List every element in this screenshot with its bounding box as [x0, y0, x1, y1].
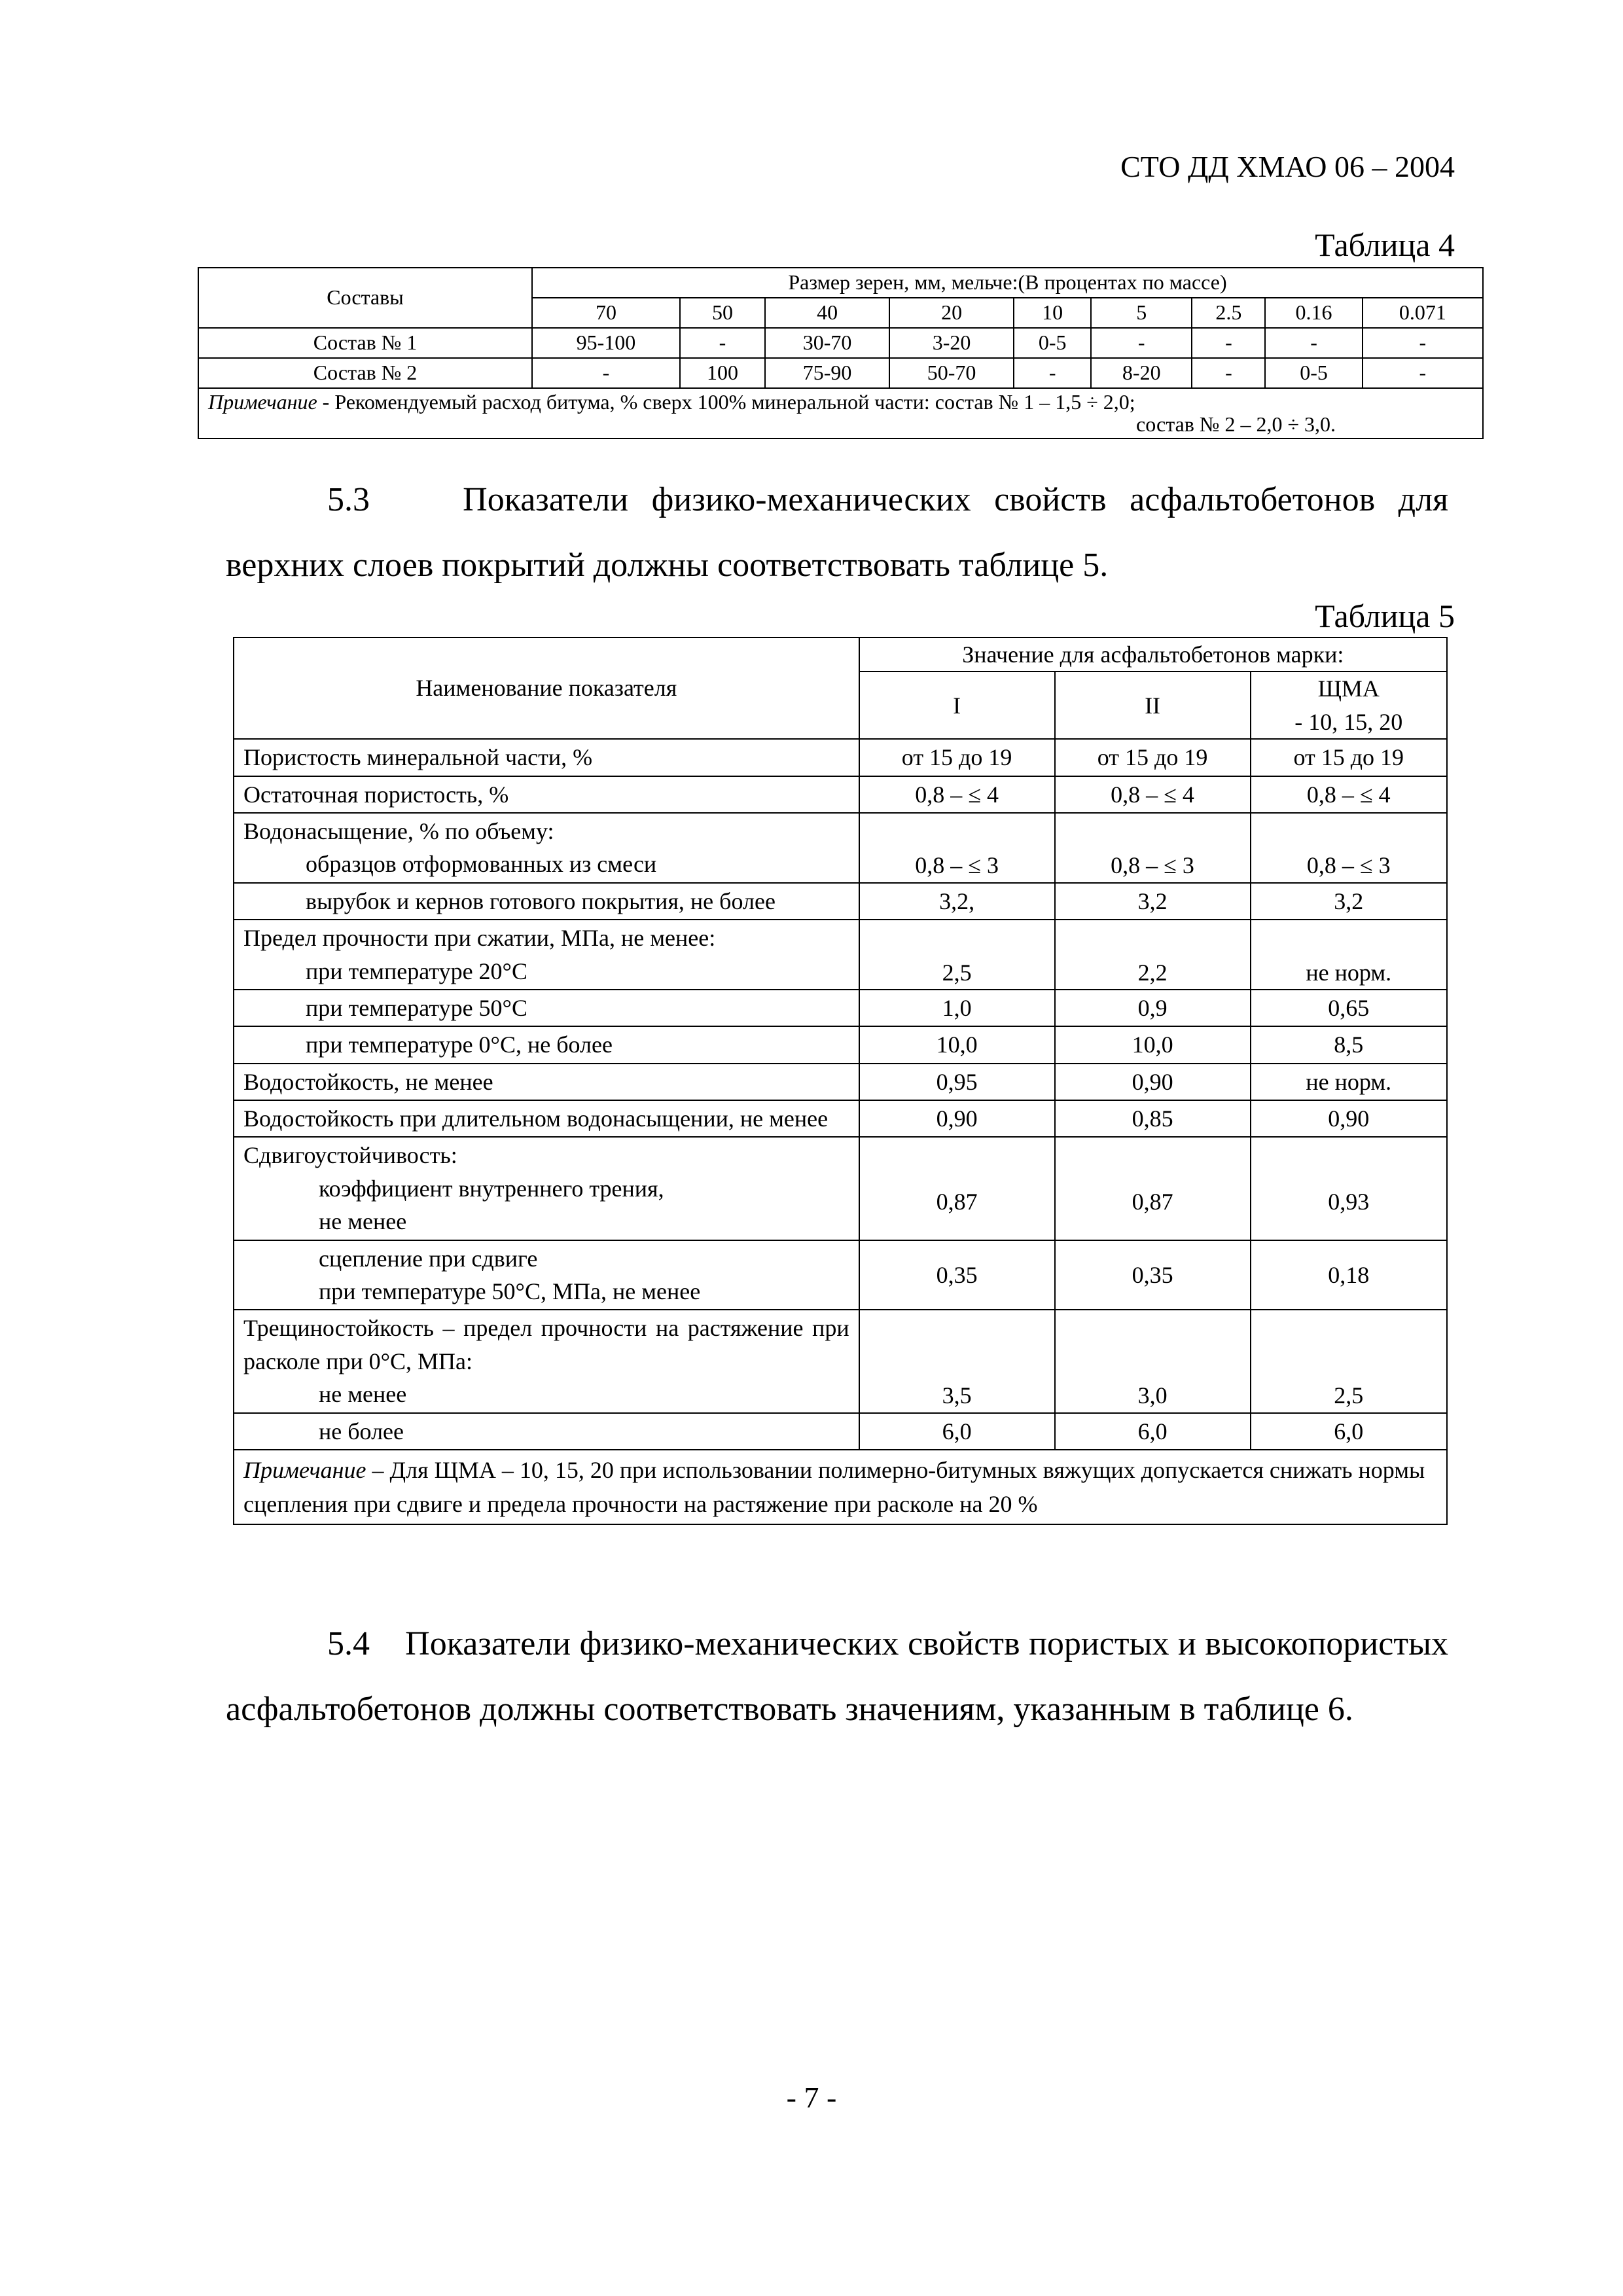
t5-row-label: Остаточная пористость, %: [234, 776, 859, 813]
t4-size-cell: 2.5: [1192, 298, 1265, 328]
t5-cell: 0,8 – ≤ 4: [859, 776, 1055, 813]
t4-cell: 3-20: [889, 328, 1014, 358]
t5-cell: 0,90: [1055, 1064, 1251, 1100]
t4-cell: -: [532, 358, 680, 388]
table-row: [234, 776, 1447, 813]
t4-size-cell: 0.071: [1363, 298, 1483, 328]
para-5-3-number: 5.3: [327, 481, 370, 518]
t5-cell: 0,8 – ≤ 3: [859, 813, 1055, 883]
t4-row-name: Состав № 2: [198, 358, 532, 388]
t4-cell: 75-90: [765, 358, 889, 388]
t4-cell: -: [1014, 358, 1091, 388]
t5-row-label: [234, 1026, 859, 1063]
t5-row-label: Водостойкость, не менее: [234, 1064, 859, 1100]
t4-cell: -: [1363, 358, 1483, 388]
t4-cell: -: [1265, 328, 1362, 358]
t5-head-name: Наименование показателя: [234, 637, 859, 739]
table-row: [234, 1026, 1447, 1063]
t5-cell: 0,93: [1251, 1137, 1447, 1240]
para-5-3-text: Показатели физико-механических свойств асфальтобетонов для верхних слоев покрытий должны соответствовать таблице 5.: [226, 481, 1448, 584]
t5-cell: от 15 до 19: [1251, 739, 1447, 776]
t5-note-text: Для ЩМА – 10, 15, 20 при использовании полимерно-битумных вяжущих допускается снижать нормы сцепления при сдвиге и предела прочности на растяжение при расколе на 20 %: [243, 1456, 1425, 1518]
t4-size-cell: 0.16: [1265, 298, 1362, 328]
table4-caption: Таблица 4: [1315, 226, 1455, 263]
table-row: [234, 990, 1447, 1026]
t5-label-line: Трещиностойкость – предел прочности на растяжение при расколе при 0°С, МПа:: [243, 1315, 849, 1374]
table4: [198, 267, 1484, 439]
t5-cell: 0,8 – ≤ 3: [1055, 813, 1251, 883]
t5-cell: 3,2: [1055, 883, 1251, 920]
t5-head-group: Значение для асфальтобетонов марки:: [859, 637, 1447, 672]
t5-cell: 3,2: [1251, 883, 1447, 920]
t5-cell: 0,8 – ≤ 4: [1251, 776, 1447, 813]
t4-cell: 8-20: [1091, 358, 1192, 388]
table-row: [234, 1064, 1447, 1100]
t4-size-cell: 5: [1091, 298, 1192, 328]
t5-cell: 3,2,: [859, 883, 1055, 920]
t5-cell: 1,0: [859, 990, 1055, 1026]
t5-cell: не норм.: [1251, 920, 1447, 990]
t5-label-line: Предел прочности при сжатии, МПа, не менее:: [243, 925, 716, 952]
t5-cell: от 15 до 19: [1055, 739, 1251, 776]
t4-cell: 0-5: [1265, 358, 1362, 388]
t5-cell: 0,87: [859, 1137, 1055, 1240]
t4-col-compositions: Составы: [198, 268, 532, 328]
t5-sub-label: не менее: [319, 1208, 407, 1235]
t5-sub-label: при температуре 50°С: [306, 994, 527, 1021]
t5-cell: 6,0: [1055, 1413, 1251, 1450]
t5-label-line: Водонасыщение, % по объему:: [243, 817, 554, 844]
t5-cell: 0,85: [1055, 1100, 1251, 1137]
t5-row-label: [234, 1310, 859, 1412]
t5-row-label: [234, 1240, 859, 1310]
table-row: [234, 883, 1447, 920]
paragraph-5-4: [226, 1611, 1448, 1742]
t4-cell: -: [1091, 328, 1192, 358]
t5-note-label: Примечание –: [243, 1456, 384, 1483]
document-code: СТО ДД ХМАО 06 – 2004: [1120, 150, 1455, 183]
t5-sub-label: при температуре 0°С, не более: [306, 1031, 613, 1058]
t5-sub-label: коэффициент внутреннего трения,: [319, 1175, 664, 1202]
t5-grade-2: II: [1055, 672, 1251, 739]
t4-cell: -: [1192, 328, 1265, 358]
t4-cell: -: [1363, 328, 1483, 358]
t4-cell: -: [680, 328, 765, 358]
t5-cell: 2,5: [1251, 1310, 1447, 1412]
table5-caption: Таблица 5: [1315, 598, 1455, 634]
table-row: [198, 328, 1483, 358]
t4-cell: 100: [680, 358, 765, 388]
t5-label-line: Сдвигоустойчивость:: [243, 1142, 457, 1169]
t5-row-label: [234, 1137, 859, 1240]
t4-size-cell: 20: [889, 298, 1014, 328]
t5-sub-label: при температуре 20°С: [306, 958, 527, 984]
t5-note: [234, 1450, 1447, 1524]
t4-row-name: Состав № 1: [198, 328, 532, 358]
table-row: [234, 1310, 1447, 1412]
t5-row-label: [234, 813, 859, 883]
t5-cell: 2,2: [1055, 920, 1251, 990]
t5-sub-label: не менее: [319, 1381, 407, 1408]
para-5-4-text: Показатели физико-механических свойств пористых и высокопористых асфальтобетонов должны соответствовать значениям, указанным в таблице 6.: [226, 1625, 1449, 1728]
t5-cell: 0,90: [1251, 1100, 1447, 1137]
t5-row-label: [234, 1413, 859, 1450]
t5-cell: 3,0: [1055, 1310, 1251, 1412]
table-row: [234, 920, 1447, 990]
table-row: [234, 1413, 1447, 1450]
t5-cell: 3,5: [859, 1310, 1055, 1412]
t5-cell: 0,35: [859, 1240, 1055, 1310]
t5-grade-1: I: [859, 672, 1055, 739]
table-row: [234, 813, 1447, 883]
t4-size-cell: 40: [765, 298, 889, 328]
paragraph-5-3: [226, 467, 1448, 598]
t5-sub-label: образцов отформованных из смеси: [306, 851, 657, 878]
table-row: [198, 358, 1483, 388]
t4-size-cell: 50: [680, 298, 765, 328]
t5-cell: 8,5: [1251, 1026, 1447, 1063]
t4-size-cell: 70: [532, 298, 680, 328]
t4-cell: 95-100: [532, 328, 680, 358]
t5-cell: 0,87: [1055, 1137, 1251, 1240]
table-row: [234, 1100, 1447, 1137]
t4-note-line1: - Рекомендуемый расход битума, % сверх 100% минеральной части: состав № 1 – 1,5 ÷ 2,0;: [317, 390, 1135, 414]
t5-cell: 0,35: [1055, 1240, 1251, 1310]
t5-cell: 10,0: [859, 1026, 1055, 1063]
t5-cell: 0,95: [859, 1064, 1055, 1100]
t5-cell: 0,90: [859, 1100, 1055, 1137]
t5-cell: 6,0: [859, 1413, 1055, 1450]
page-number: - 7 -: [786, 2081, 837, 2114]
t4-size-cell: 10: [1014, 298, 1091, 328]
t4-cell: -: [1192, 358, 1265, 388]
t5-row-label: вырубок и кернов готового покрытия, не более: [234, 883, 859, 920]
t5-cell: 0,65: [1251, 990, 1447, 1026]
t5-cell: 0,8 – ≤ 3: [1251, 813, 1447, 883]
t4-cell: 50-70: [889, 358, 1014, 388]
t4-note-line2: состав № 2 – 2,0 ÷ 3,0.: [1136, 412, 1336, 436]
t5-sub-label: сцепление при сдвиге: [319, 1245, 538, 1272]
t5-row-label: Пористость минеральной части, %: [234, 739, 859, 776]
t5-cell: 10,0: [1055, 1026, 1251, 1063]
t5-grade-3: [1251, 672, 1447, 739]
t5-cell: 0,8 – ≤ 4: [1055, 776, 1251, 813]
t4-cell: 30-70: [765, 328, 889, 358]
t5-cell: от 15 до 19: [859, 739, 1055, 776]
t4-note: [198, 388, 1483, 439]
t4-cell: 0-5: [1014, 328, 1091, 358]
t4-group-header: Размер зерен, мм, мельче:(В процентах по массе): [532, 268, 1483, 298]
t5-grade-3-line2: - 10, 15, 20: [1294, 708, 1403, 735]
t5-cell: 0,9: [1055, 990, 1251, 1026]
t5-row-label: [234, 920, 859, 990]
t5-grade-3-line1: ЩМА: [1317, 675, 1380, 702]
t5-row-label: [234, 990, 859, 1026]
t4-note-label: Примечание: [208, 390, 317, 414]
t5-cell: не норм.: [1251, 1064, 1447, 1100]
table-row: [234, 1240, 1447, 1310]
t5-row-label: Водостойкость при длительном водонасыщении, не менее: [234, 1100, 859, 1137]
para-5-4-number: 5.4: [327, 1625, 370, 1662]
t5-cell: 2,5: [859, 920, 1055, 990]
table-row: [234, 1137, 1447, 1240]
t5-cell: 0,18: [1251, 1240, 1447, 1310]
t5-cell: 6,0: [1251, 1413, 1447, 1450]
table5: [233, 637, 1448, 1525]
table-row: [234, 739, 1447, 776]
t5-sub-label: при температуре 50°С, МПа, не менее: [319, 1278, 701, 1305]
t5-sub-label: не более: [319, 1418, 404, 1444]
